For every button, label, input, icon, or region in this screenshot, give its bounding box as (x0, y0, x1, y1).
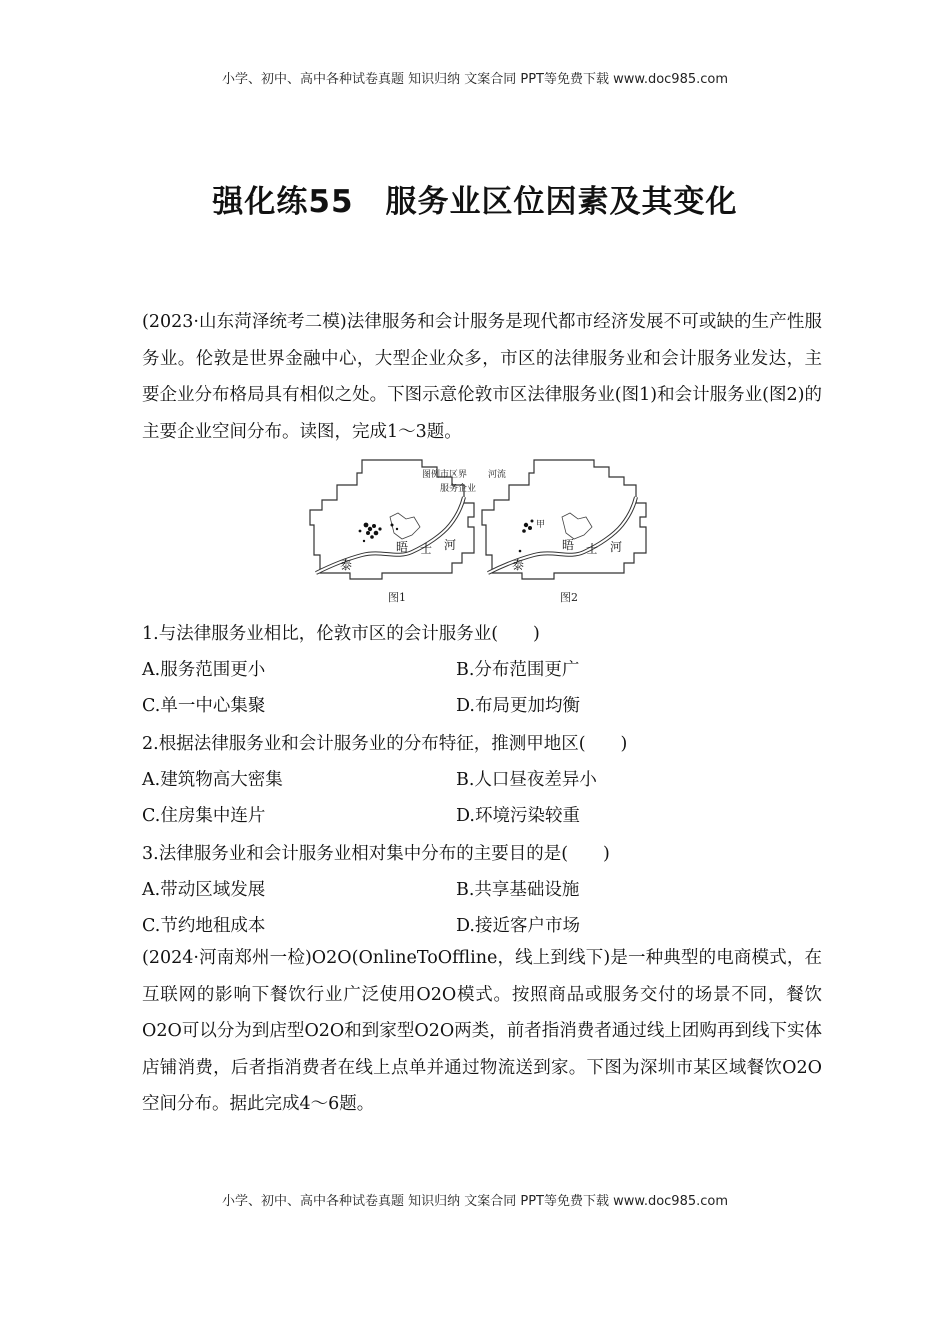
map-2-accounting-services (482, 460, 646, 579)
intro-paragraph-2: (2024·河南郑州一检)O2O(OnlineToOffline，线上到线下)是一种典型的电商模式，在互联网的影响下餐饮行业广泛使用O2O模式。按照商品或服务交付的场景不同，餐饮O2O可以分为到店型O2O和到家型O2O两类，前者指消费者通过线上团购再到线下实体店铺消费，后者指消费者在线上点单并通过物流送到家。下图为深圳市某区域餐饮O2O空间分布。据此完成4～6题。 (142, 948, 822, 1114)
intro-paragraph-1: (2023·山东菏泽统考二模)法律服务和会计服务是现代都市经济发展不可或缺的生产性服务业。伦敦是世界金融中心，大型企业众多，市区的法律服务业和会计服务业发达，主要企业分布格局具有相似之处。下图示意伦敦市区法律服务业(图1)和会计服务业(图2)的主要企业空间分布。读图，完成1～3题。 (142, 312, 822, 442)
map-1-river-char-tai: 泰 (340, 558, 353, 572)
question-3-option-b: B.共享基础设施 (456, 880, 580, 900)
map-2-river-char-tai: 泰 (512, 558, 525, 572)
question-1-option-c: C.单一中心集聚 (142, 696, 266, 716)
map-1-legend-label: 图例 (422, 470, 441, 480)
question-1-option-b: B.分布范围更广 (456, 660, 580, 680)
question-2-option-d: D.环境污染较重 (456, 806, 580, 826)
map-1-district-outline (390, 513, 420, 539)
question-3-option-a: A.带动区域发展 (142, 880, 266, 900)
question-1-option-d: D.布局更加均衡 (456, 696, 580, 716)
question-2-option-c: C.住房集中连片 (142, 806, 266, 826)
map-1-river-char-he: 河 (444, 538, 457, 552)
question-1-stem: 1.与法律服务业相比，伦敦市区的会计服务业( ) (142, 624, 540, 644)
map-1-legend-firm: 服务企业 (440, 484, 477, 494)
map-1-legend-river: 河流 (488, 470, 507, 480)
question-2-stem: 2.根据法律服务业和会计服务业的分布特征，推测甲地区( ) (142, 734, 628, 754)
page-title: 强化练55 服务业区位因素及其变化 (212, 184, 738, 220)
map-2-district-outline (562, 513, 592, 539)
question-3-stem: 3.法律服务业和会计服务业相对集中分布的主要目的是( ) (142, 844, 610, 864)
question-2-option-a: A.建筑物高大密集 (142, 770, 283, 790)
map-2-river (488, 497, 636, 573)
map-2-river-char-he: 河 (610, 540, 623, 554)
map-2-river-char-wu: 晤 (562, 538, 575, 552)
question-2-option-b: B.人口昼夜差异小 (456, 770, 597, 790)
question-3-option-c: C.节约地租成本 (142, 916, 266, 936)
map-1-law-services (310, 460, 506, 579)
page-header: 小学、初中、高中各种试卷真题 知识归纳 文案合同 PPT等免费下载 www.doc985.com (221, 72, 729, 87)
question-3-option-d: D.接近客户市场 (456, 916, 580, 936)
map-2-river-char-shi: 士 (586, 542, 599, 556)
map-1-river-char-wu: 晤 (396, 540, 409, 554)
map-2-marker-jia: 甲 (536, 520, 546, 530)
figure-caption-2: 图2 (560, 591, 578, 604)
figure-caption-1: 图1 (388, 591, 406, 604)
map-1-river-char-shi: 士 (420, 542, 433, 556)
page-footer: 小学、初中、高中各种试卷真题 知识归纳 文案合同 PPT等免费下载 www.doc985.com (221, 1194, 729, 1209)
map-1-legend-boundary: 市区界 (440, 470, 468, 480)
question-1-option-a: A.服务范围更小 (142, 660, 266, 680)
map-1-river (316, 497, 464, 573)
map-2-boundary (482, 460, 646, 579)
london-maps-figure (302, 455, 654, 605)
map-2-firm-cluster (519, 520, 534, 553)
map-1-firm-cluster (359, 523, 399, 543)
